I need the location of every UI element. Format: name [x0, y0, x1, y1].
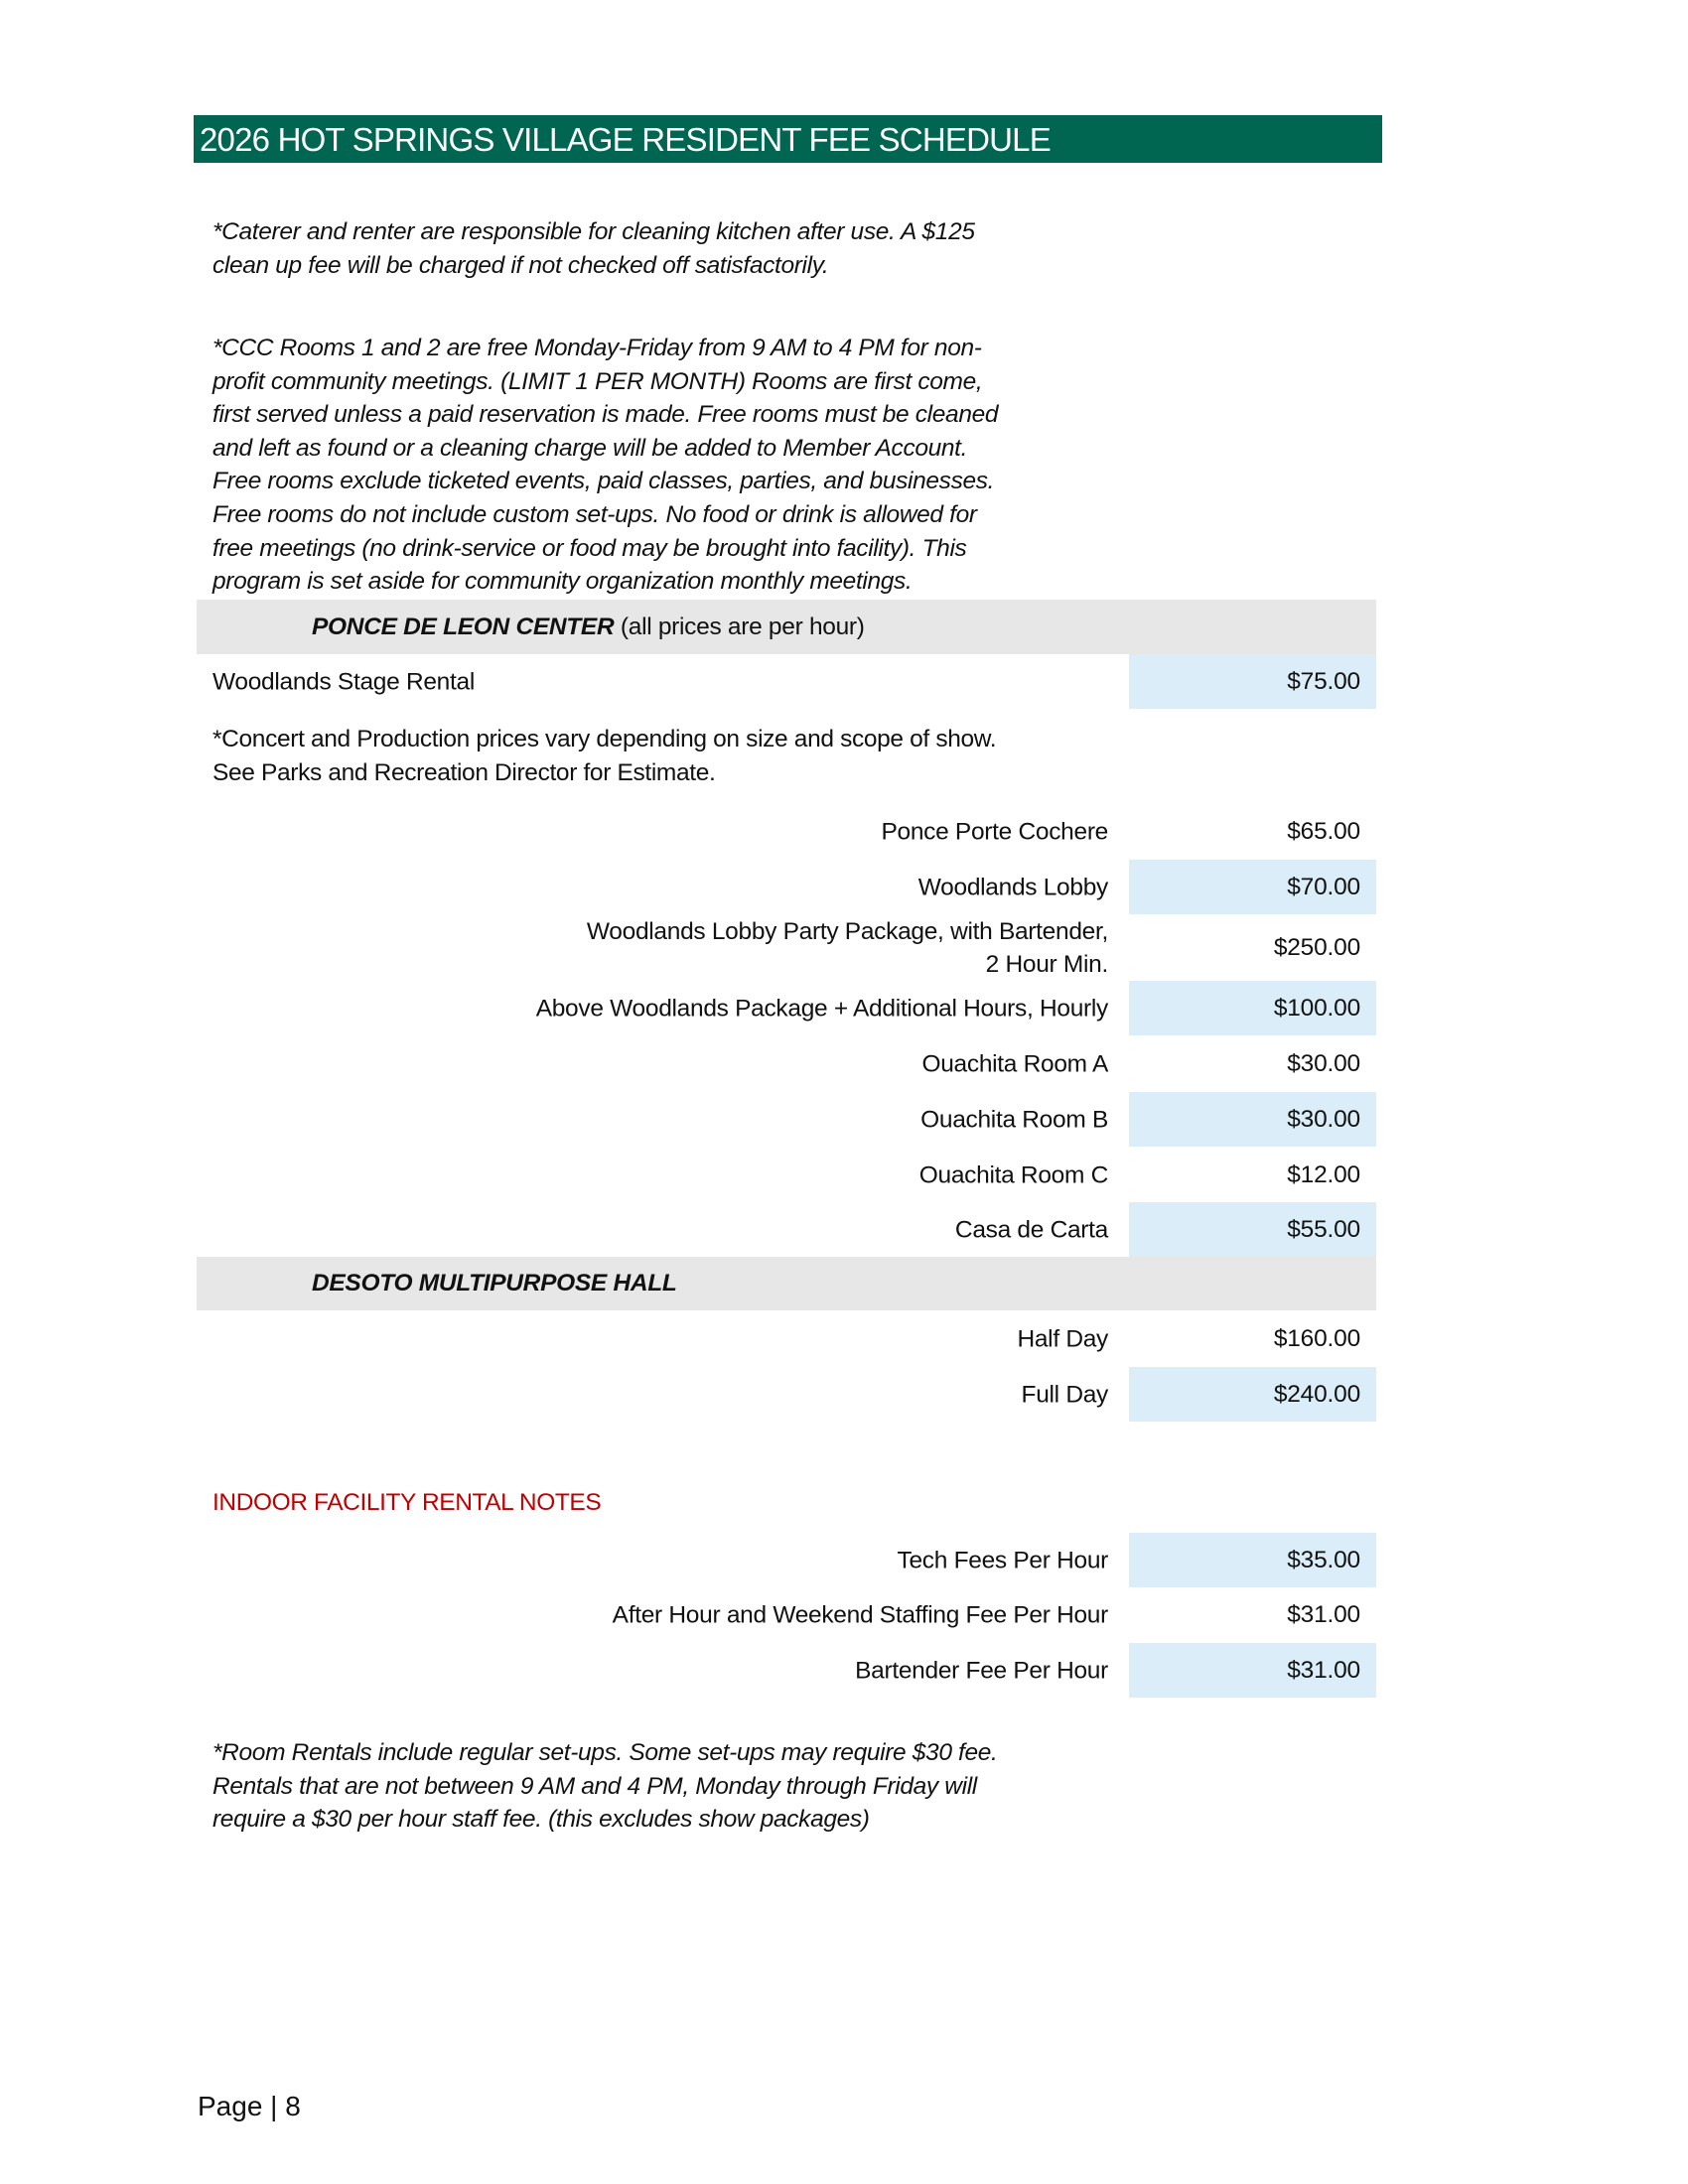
title-banner [194, 115, 1382, 163]
room-rentals-note [212, 1736, 1126, 1837]
section-qualifier: (all prices are per hour) [614, 613, 865, 640]
fee-label: Ouachita Room A [921, 1050, 1108, 1077]
note-line: Rentals that are not between 9 AM and 4 PM, Monday through Friday will [212, 1772, 977, 1800]
fee-label: Tech Fees Per Hour [897, 1547, 1108, 1573]
fee-price: $250.00 [1273, 933, 1360, 961]
fee-label: Ouachita Room B [920, 1106, 1108, 1133]
note-line: See Parks and Recreation Director for Estimate. [212, 758, 716, 786]
section-name: PONCE DE LEON CENTER [312, 613, 615, 640]
note-line: clean up fee will be charged if not checked off satisfactorily. [212, 251, 829, 279]
fee-label [587, 915, 1108, 981]
fee-label: Woodlands Stage Rental [212, 668, 475, 695]
note-line: free meetings (no drink-service or food may be brought into facility). This [212, 534, 967, 562]
price-cell [1129, 1311, 1376, 1366]
fee-row-full-day [197, 1367, 1376, 1422]
fee-row-woodlands-stage [197, 654, 1376, 709]
price-cell [1129, 981, 1376, 1035]
document-title: 2026 HOT SPRINGS VILLAGE RESIDENT FEE SCHEDULE [200, 121, 1051, 158]
fee-row-lobby-party-package [197, 915, 1376, 980]
section-title [312, 1270, 677, 1297]
fee-price: $31.00 [1287, 1600, 1360, 1628]
fee-label: Ouachita Room C [918, 1161, 1108, 1188]
fee-price: $55.00 [1287, 1215, 1360, 1243]
note-line: *Room Rentals include regular set-ups. Some set-ups may require $30 fee. [212, 1739, 998, 1766]
fee-row-additional-hours [197, 981, 1376, 1035]
price-cell [1129, 1202, 1376, 1257]
section-name: DESOTO MULTIPURPOSE HALL [312, 1270, 677, 1297]
fee-label: Casa de Carta [954, 1216, 1108, 1243]
fee-row-staffing-fee [197, 1587, 1376, 1642]
price-cell [1129, 1367, 1376, 1422]
price-cell [1129, 804, 1376, 859]
fee-row-casa-de-carta [197, 1202, 1376, 1257]
price-cell [1129, 860, 1376, 914]
fee-label: Woodlands Lobby [917, 874, 1108, 900]
price-cell [1129, 1092, 1376, 1147]
note-line: program is set aside for community organization monthly meetings. [212, 568, 913, 596]
fee-row-porte-cochere [197, 804, 1376, 859]
fee-label: After Hour and Weekend Staffing Fee Per Hour [612, 1601, 1108, 1628]
indoor-notes-title: INDOOR FACILITY RENTAL NOTES [212, 1489, 602, 1516]
fee-price: $31.00 [1287, 1656, 1360, 1684]
note-line: require a $30 per hour staff fee. (this excludes show packages) [212, 1806, 870, 1834]
fee-price: $75.00 [1287, 667, 1360, 695]
fee-label: Ponce Porte Cochere [881, 818, 1108, 845]
note-line: first served unless a paid reservation is made. Free rooms must be cleaned [212, 401, 999, 429]
note-line: profit community meetings. (LIMIT 1 PER MONTH) Rooms are first come, [212, 367, 983, 395]
kitchen-cleaning-note [212, 215, 1126, 282]
concert-note [212, 723, 1126, 789]
fee-label: Half Day [1017, 1325, 1108, 1352]
price-cell [1129, 1533, 1376, 1587]
note-line: and left as found or a cleaning charge will be added to Member Account. [212, 434, 968, 462]
price-cell [1129, 1148, 1376, 1202]
fee-row-tech-fees [197, 1533, 1376, 1587]
page-number: Page | 8 [198, 2091, 301, 2121]
price-cell [1129, 915, 1376, 980]
note-line: Free rooms exclude ticketed events, paid classes, parties, and businesses. [212, 468, 995, 495]
fee-row-ouachita-a [197, 1036, 1376, 1091]
price-cell [1129, 654, 1376, 709]
fee-label: Bartender Fee Per Hour [855, 1657, 1108, 1684]
section-title [312, 614, 865, 641]
fee-row-ouachita-c [197, 1148, 1376, 1202]
fee-price: $65.00 [1287, 817, 1360, 845]
ccc-rooms-note [212, 332, 1126, 599]
note-line: *CCC Rooms 1 and 2 are free Monday-Friday from 9 AM to 4 PM for non- [212, 335, 982, 361]
fee-row-half-day [197, 1311, 1376, 1366]
fee-price: $30.00 [1287, 1049, 1360, 1077]
note-line: *Concert and Production prices vary depending on size and scope of show. [212, 726, 997, 752]
note-line: Free rooms do not include custom set-ups. No food or drink is allowed for [212, 500, 977, 528]
note-line: *Caterer and renter are responsible for cleaning kitchen after use. A $125 [212, 218, 975, 245]
fee-price: $160.00 [1273, 1324, 1360, 1352]
fee-price: $240.00 [1273, 1380, 1360, 1408]
price-cell [1129, 1587, 1376, 1642]
fee-label-line: 2 Hour Min. [985, 950, 1108, 978]
section-header-desoto [197, 1257, 1376, 1310]
fee-label: Above Woodlands Package + Additional Hours, Hourly [535, 995, 1108, 1022]
fee-label: Full Day [1021, 1381, 1108, 1408]
fee-price: $12.00 [1287, 1160, 1360, 1188]
price-cell [1129, 1643, 1376, 1698]
fee-price: $30.00 [1287, 1105, 1360, 1133]
fee-row-bartender-fee [197, 1643, 1376, 1698]
fee-price: $100.00 [1273, 994, 1360, 1022]
fee-price: $70.00 [1287, 873, 1360, 900]
fee-row-ouachita-b [197, 1092, 1376, 1147]
price-cell [1129, 1036, 1376, 1091]
fee-row-woodlands-lobby [197, 860, 1376, 914]
fee-price: $35.00 [1287, 1546, 1360, 1573]
section-header-ponce [197, 600, 1376, 654]
fee-label-line: Woodlands Lobby Party Package, with Bartender, [586, 917, 1108, 945]
